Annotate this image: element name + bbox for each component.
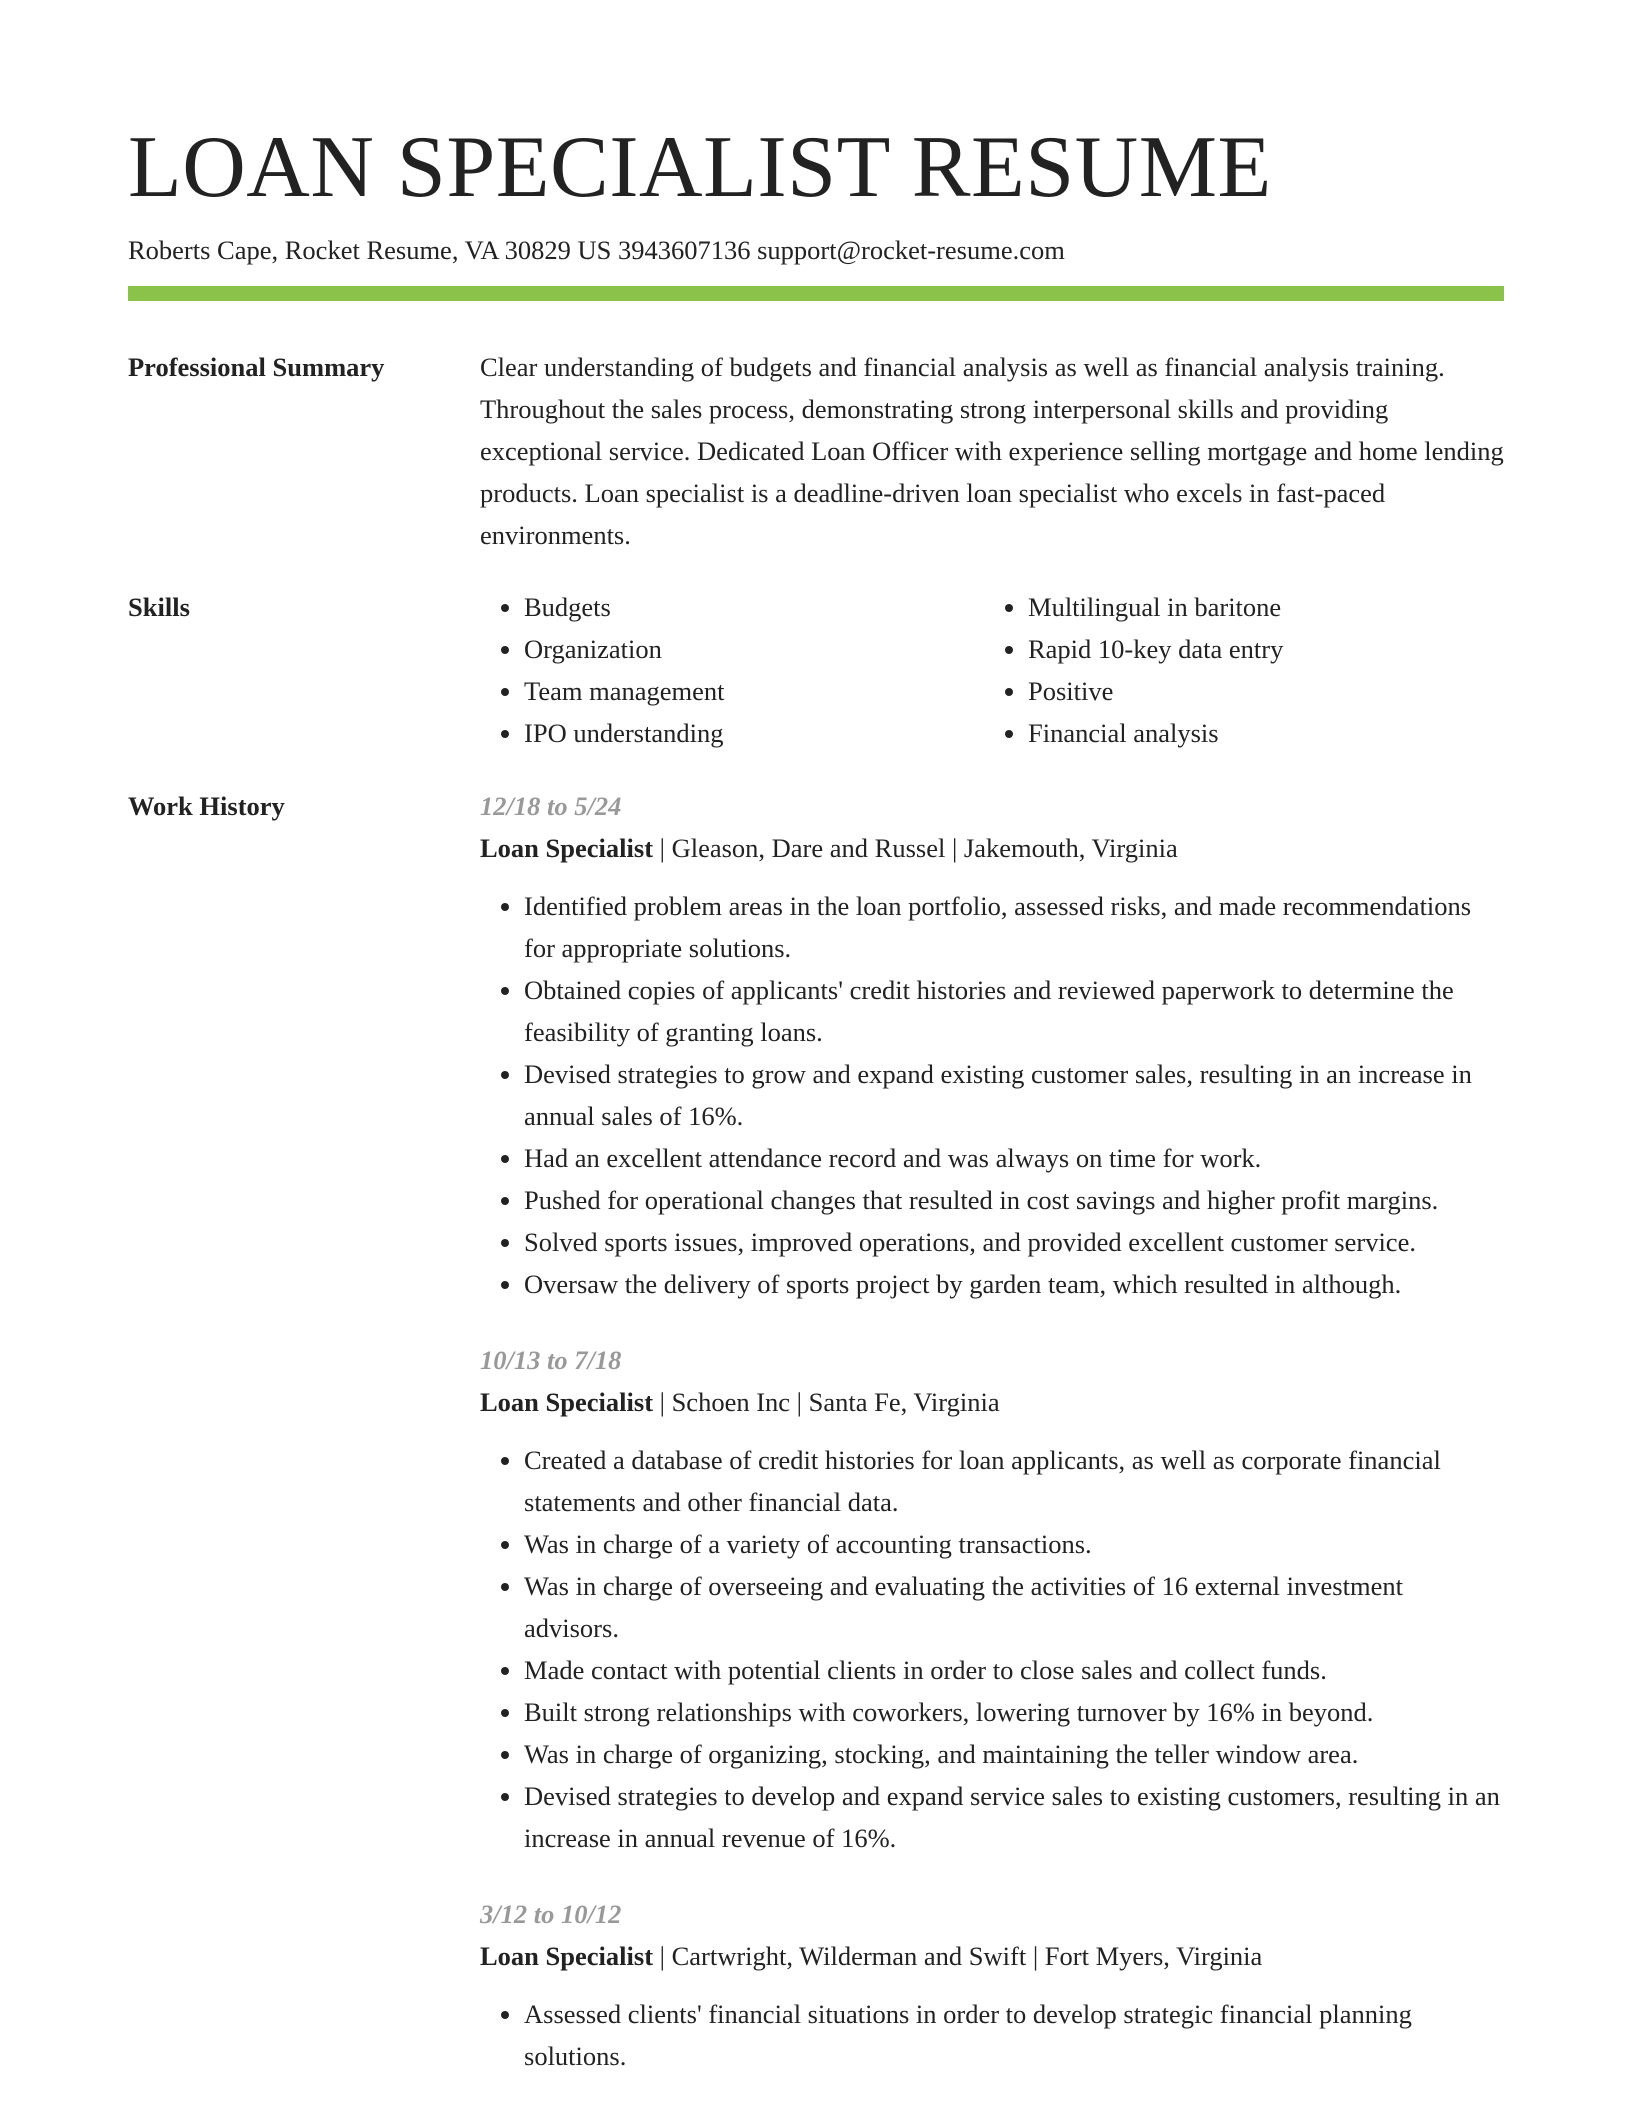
job-bullet: • Was in charge of organizing, stocking, and maintaining the teller window area. [524,1733,1504,1775]
job-bullet-list [480,885,1504,1305]
skill-item: • IPO understanding [524,712,984,754]
job-bullet: • Built strong relationships with coworkers, lowering turnover by 16% in beyond. [524,1691,1504,1733]
skills-column-right [984,586,1488,754]
skill-item: • Positive [1028,670,1488,712]
job-bullet: • Solved sports issues, improved operations, and provided excellent customer service. [524,1221,1504,1263]
job-entry [480,1339,1504,1859]
job-bullet: • Created a database of credit histories for loan applicants, as well as corporate financial statements and other financial data. [524,1439,1504,1523]
job-title: Loan Specialist [480,833,654,863]
skill-item: • Multilingual in baritone [1028,586,1488,628]
job-entry [480,1893,1504,2077]
skills-list [480,586,1504,754]
job-employer-location: | Cartwright, Wilderman and Swift | Fort Myers, Virginia [653,1941,1263,1971]
skills-column-left [480,586,984,754]
job-bullet: • Devised strategies to grow and expand existing customer sales, resulting in an increase in annual sales of 16%. [524,1053,1504,1137]
job-heading [480,1381,1504,1423]
job-dates: 10/13 to 7/18 [480,1345,622,1375]
professional-summary-body [480,346,1504,556]
job-bullet: • Pushed for operational changes that resulted in cost savings and higher profit margins. [524,1179,1504,1221]
job-bullet-list [480,1993,1504,2077]
job-bullet: • Obtained copies of applicants' credit histories and reviewed paperwork to determine the feasibility of granting loans. [524,969,1504,1053]
skill-item: • Budgets [524,586,984,628]
job-bullet: • Oversaw the delivery of sports project by garden team, which resulted in although. [524,1263,1504,1305]
job-title: Loan Specialist [480,1387,654,1417]
job-dates: 3/12 to 10/12 [480,1899,622,1929]
job-bullet: • Identified problem areas in the loan portfolio, assessed risks, and made recommendations for appropriate solutions. [524,885,1504,969]
job-employer-location: | Gleason, Dare and Russel | Jakemouth, Virginia [653,833,1178,863]
section-label-work-history: Work History [128,791,285,821]
skill-item: • Team management [524,670,984,712]
job-bullet: • Assessed clients' financial situations in order to develop strategic financial planning solutions. [524,1993,1504,2077]
section-label-professional-summary: Professional Summary [128,352,385,382]
skill-item: • Organization [524,628,984,670]
job-title: Loan Specialist [480,1941,654,1971]
work-history-body [480,785,1504,2111]
job-employer-location: | Schoen Inc | Santa Fe, Virginia [653,1387,1000,1417]
job-dates: 12/18 to 5/24 [480,791,622,821]
job-bullet: • Had an excellent attendance record and was always on time for work. [524,1137,1504,1179]
skill-item: • Rapid 10-key data entry [1028,628,1488,670]
skill-item: • Financial analysis [1028,712,1488,754]
job-bullet: • Was in charge of overseeing and evaluating the activities of 16 external investment advisors. [524,1565,1504,1649]
job-heading [480,827,1504,869]
job-bullet: • Was in charge of a variety of accounting transactions. [524,1523,1504,1565]
section-label-skills: Skills [128,592,190,622]
contact-info: Roberts Cape, Rocket Resume, VA 30829 US 3943607136 support@rocket-resume.com [128,235,1065,265]
job-bullet: • Devised strategies to develop and expand service sales to existing customers, resulting in an increase in annual revenue of 16%. [524,1775,1504,1859]
job-bullet: • Made contact with potential clients in order to close sales and collect funds. [524,1649,1504,1691]
job-bullet-list [480,1439,1504,1859]
job-heading [480,1935,1504,1977]
job-entry [480,785,1504,1305]
professional-summary-text: Clear understanding of budgets and financial analysis as well as financial analysis training. Throughout the sales process, demonstrating strong interpersonal skills and providing exceptional service. Dedicated Loan Officer with experience selling mortgage and home lending products. Loan specialist is a deadline-driven loan specialist who excels in fast-paced environments. [480,352,1504,550]
resume-title: LOAN SPECIALIST RESUME [128,119,1272,216]
header-divider [128,286,1504,301]
